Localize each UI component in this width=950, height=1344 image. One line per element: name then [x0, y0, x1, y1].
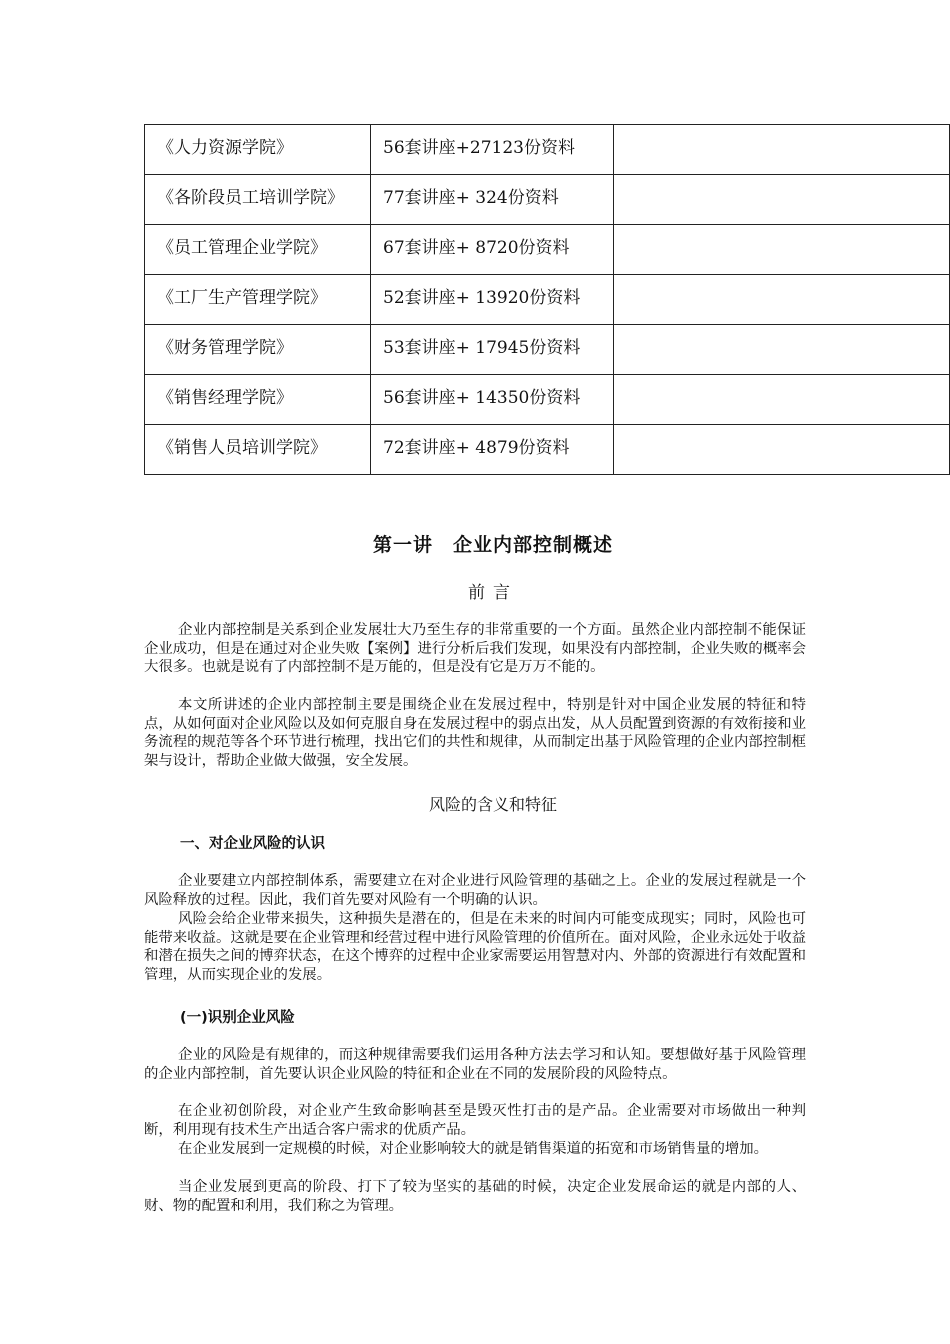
table-row: [145, 425, 950, 475]
body-paragraph: 当企业发展到更高的阶段、打下了较为坚实的基础的时候，决定企业发展命运的就是内部的人、财、物的配置和利用，我们称之为管理。: [144, 1179, 806, 1214]
body-paragraph: 在企业初创阶段，对企业产生致命影响甚至是毁灭性打击的是产品。企业需要对市场做出一种判断，利用现有技术生产出适合客户需求的优质产品。: [144, 1103, 806, 1138]
preface-paragraph: 企业内部控制是关系到企业发展壮大乃至生存的非常重要的一个方面。虽然企业内部控制不能保证企业成功，但是在通过对企业失败【案例】进行分析后我们发现，如果没有内部控制，企业失败的概率会大很多。也就是说有了内部控制不是万能的，但是没有它是万万不能的。: [144, 622, 806, 676]
course-note: [614, 275, 950, 325]
table-row: [145, 125, 950, 175]
course-name: 《销售经理学院》: [145, 375, 371, 425]
course-name: 《财务管理学院》: [145, 325, 371, 375]
course-detail: 52套讲座+ 13920份资料: [371, 275, 614, 325]
body-paragraph: 风险会给企业带来损失，这种损失是潜在的，但是在未来的时间内可能变成现实；同时，风险也可能带来收益。这就是要在企业管理和经营过程中进行风险管理的价值所在。面对风险，企业永远处于收益和潜在损失之间的博弈状态，在这个博弈的过程中企业家需要运用智慧对内、外部的资源进行有效配置和管理，从而实现企业的发展。: [144, 911, 806, 983]
course-name: 《工厂生产管理学院》: [145, 275, 371, 325]
course-detail: 53套讲座+ 17945份资料: [371, 325, 614, 375]
course-name: 《各阶段员工培训学院》: [145, 175, 371, 225]
course-note: [614, 225, 950, 275]
course-name: 《销售人员培训学院》: [145, 425, 371, 475]
body-paragraph: 在企业发展到一定规模的时候，对企业影响较大的就是销售渠道的拓宽和市场销售量的增加。: [178, 1141, 769, 1157]
section-title: 风险的含义和特征: [428, 795, 557, 814]
preface-paragraph: 本文所讲述的企业内部控制主要是围绕企业在发展过程中，特别是针对中国企业发展的特征和特点，从如何面对企业风险以及如何克服自身在发展过程中的弱点出发，从人员配置到资源的有效衔接和业务流程的规范等各个环节进行梳理，找出它们的共性和规律，从而制定出基于风险管理的企业内部控制框架与设计，帮助企业做大做强，安全发展。: [144, 697, 806, 769]
course-note: [614, 375, 950, 425]
course-name: 《员工管理企业学院》: [145, 225, 371, 275]
body-paragraph: 企业要建立内部控制体系，需要建立在对企业进行风险管理的基础之上。企业的发展过程就是一个风险释放的过程。因此，我们首先要对风险有一个明确的认识。: [144, 873, 806, 908]
body-paragraph: 企业的风险是有规律的，而这种规律需要我们运用各种方法去学习和认知。要想做好基于风险管理的企业内部控制，首先要认识企业风险的特征和企业在不同的发展阶段的风险特点。: [144, 1047, 806, 1082]
table-row: [145, 275, 950, 325]
course-catalog-table: [144, 124, 950, 475]
course-detail: 56套讲座+27123份资料: [371, 125, 614, 175]
subsection-title: 一、对企业风险的认识: [180, 836, 325, 852]
subsection-title: (一)识别企业风险: [180, 1010, 295, 1026]
course-detail: 77套讲座+ 324份资料: [371, 175, 614, 225]
table-row: [145, 325, 950, 375]
table-row: [145, 225, 950, 275]
preface-title: 前言: [468, 583, 518, 603]
course-detail: 67套讲座+ 8720份资料: [371, 225, 614, 275]
lecture-title: 第一讲 企业内部控制概述: [372, 534, 613, 556]
course-note: [614, 175, 950, 225]
course-note: [614, 125, 950, 175]
course-note: [614, 425, 950, 475]
course-note: [614, 325, 950, 375]
table-row: [145, 175, 950, 225]
course-detail: 72套讲座+ 4879份资料: [371, 425, 614, 475]
table-row: [145, 375, 950, 425]
course-name: 《人力资源学院》: [145, 125, 371, 175]
course-detail: 56套讲座+ 14350份资料: [371, 375, 614, 425]
